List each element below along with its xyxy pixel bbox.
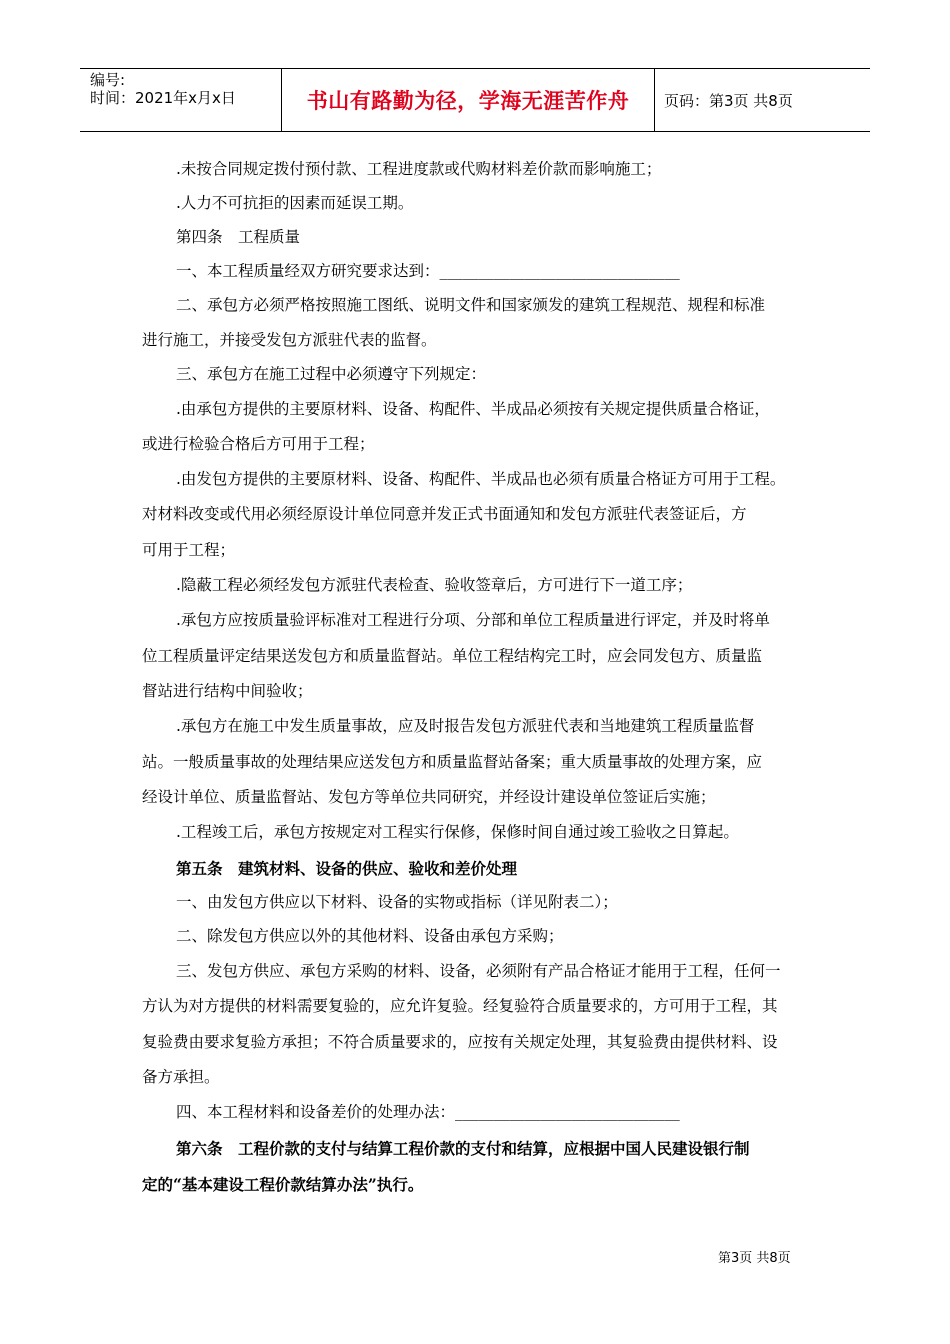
text-line: 二、承包方必须严格按照施工图纸、说明文件和国家颁发的建筑工程规范、规程和标准	[176, 296, 766, 314]
text-line: 进行施工，并接受发包方派驻代表的监督。	[142, 331, 437, 349]
text-line: 督站进行结构中间验收；	[142, 682, 313, 700]
header-page-cell	[654, 69, 870, 131]
text-line: 复验费由要求复验方承担；不符合质量要求的，应按有关规定处理，其复验费由提供材料、设	[142, 1033, 778, 1051]
text-line: 三、发包方供应、承包方采购的材料、设备，必须附有产品合格证才能用于工程，任何一	[176, 962, 781, 980]
text-line: 经设计单位、质量监督站、发包方等单位共同研究，并经设计建设单位签证后实施；	[142, 788, 716, 806]
section-heading: 第六条 工程价款的支付与结算工程价款的支付和结算，应根据中国人民建设银行制	[176, 1139, 750, 1158]
text-line: 对材料改变或代用必须经原设计单位同意并发正式书面通知和发包方派驻代表签证后，方	[142, 505, 747, 523]
motto: 书山有路勤为径，学海无涯苦作舟	[306, 89, 630, 113]
text-line: 三、承包方在施工过程中必须遵守下列规定：	[176, 365, 487, 383]
number-label: 编号:	[90, 71, 126, 89]
text-line: 二、除发包方供应以外的其他材料、设备由承包方采购；	[176, 927, 564, 945]
text-line: .未按合同规定拨付预付款、工程进度款或代购材料差价款而影响施工；	[176, 160, 662, 178]
time-label: 时间：2021年x月x日	[90, 89, 236, 107]
header-meta	[80, 69, 281, 131]
text-line: 位工程质量评定结果送发包方和质量监督站。单位工程结构完工时，应会同发包方、质量监	[142, 647, 763, 665]
text-line: 一、本工程质量经双方研究要求达到：_______________________________	[176, 262, 680, 280]
header-motto-cell	[281, 69, 655, 131]
text-line: 方认为对方提供的材料需要复验的，应允许复验。经复验符合质量要求的，方可用于工程，其	[142, 997, 778, 1015]
header-page-info: 页码：第3页 共8页	[664, 91, 793, 110]
footer-page-info: 第3页 共8页	[718, 1251, 791, 1266]
text-line: 四、本工程材料和设备差价的处理办法：_____________________________	[176, 1103, 680, 1121]
text-line: 可用于工程；	[142, 541, 236, 559]
text-line: .工程竣工后，承包方按规定对工程实行保修，保修时间自通过竣工验收之日算起。	[176, 823, 739, 841]
text-line: .承包方应按质量验评标准对工程进行分项、分部和单位工程质量进行评定，并及时将单	[176, 611, 770, 629]
text-line: 或进行检验合格后方可用于工程；	[142, 435, 375, 453]
text-line: .由承包方提供的主要原材料、设备、构配件、半成品必须按有关规定提供质量合格证，	[176, 400, 770, 418]
text-line: 站。一般质量事故的处理结果应送发包方和质量监督站备案；重大质量事故的处理方案，应	[142, 753, 763, 771]
text-line: 一、由发包方供应以下材料、设备的实物或指标（详见附表二）；	[176, 893, 618, 911]
text-line: 定的“基本建设工程价款结算办法”执行。	[142, 1175, 424, 1194]
text-line: .人力不可抗拒的因素而延误工期。	[176, 194, 414, 212]
text-line: .隐蔽工程必须经发包方派驻代表检查、验收签章后，方可进行下一道工序；	[176, 576, 693, 594]
section-heading: 第四条 工程质量	[176, 228, 301, 246]
page-header	[80, 68, 870, 132]
text-line: 备方承担。	[142, 1068, 220, 1086]
section-heading: 第五条 建筑材料、设备的供应、验收和差价处理	[176, 859, 518, 878]
text-line: .由发包方提供的主要原材料、设备、构配件、半成品也必须有质量合格证方可用于工程。	[176, 470, 786, 488]
text-line: .承包方在施工中发生质量事故，应及时报告发包方派驻代表和当地建筑工程质量监督	[176, 717, 755, 735]
